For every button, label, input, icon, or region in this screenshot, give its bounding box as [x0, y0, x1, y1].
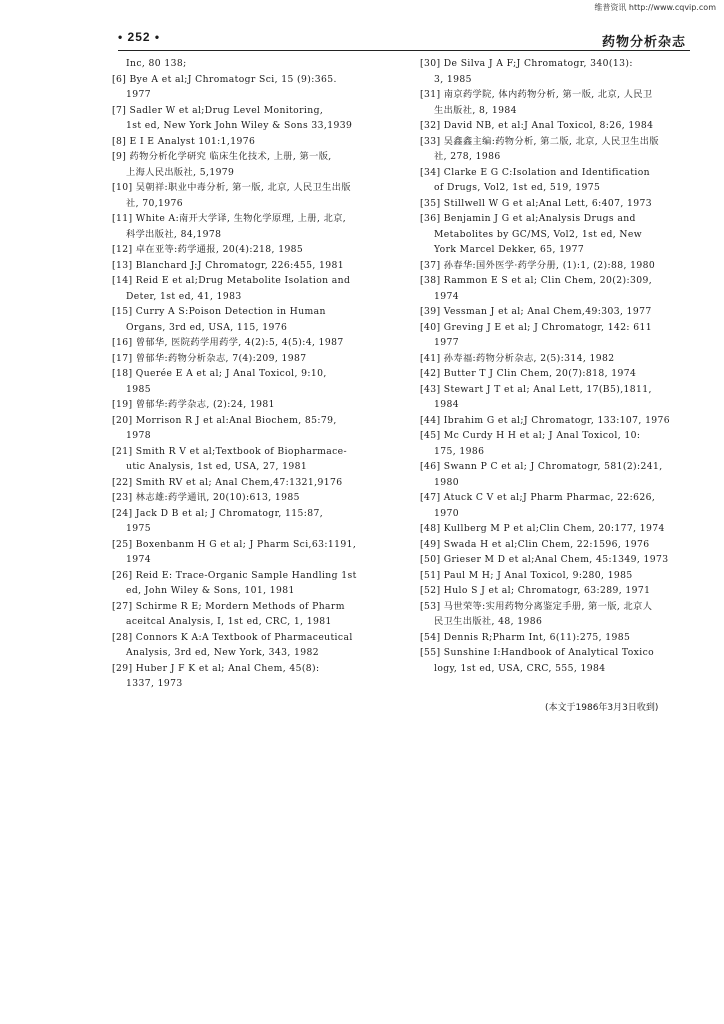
page-number: • 252 •: [118, 30, 161, 44]
reference-line: [17] 曾郁华:药物分析杂志, 7(4):209, 1987: [112, 352, 307, 364]
reference-entry: [112, 630, 402, 661]
reference-entry: [112, 413, 402, 444]
reference-entry: [112, 304, 402, 335]
reference-line: 1977: [434, 337, 459, 348]
reference-entry: [420, 165, 702, 196]
reference-entry: [112, 258, 402, 274]
reference-entry: [420, 645, 702, 676]
reference-entry: [112, 568, 402, 599]
reference-line: [54] Dennis R;Pharm Int, 6(11):275, 1985: [420, 631, 631, 643]
reference-entry: [112, 397, 402, 413]
reference-line: [36] Benjamin J G et al;Analysis Drugs and: [420, 213, 636, 224]
reference-entry: [112, 103, 402, 134]
reference-line: [28] Connors K A:A Textbook of Pharmaceutical: [112, 631, 353, 643]
reference-entry: [420, 413, 702, 429]
reference-line: [33] 吴鑫鑫主编:药物分析, 第二版, 北京, 人民卫生出版: [420, 135, 659, 147]
reference-entry: [420, 428, 702, 459]
reference-entry: [112, 134, 402, 150]
reference-line: [37] 孙春华:国外医学·药学分册, (1):1, (2):88, 1980: [420, 259, 656, 271]
reference-entry: [420, 490, 702, 521]
reference-entry: [112, 506, 402, 537]
reference-line: York Marcel Dekker, 65, 1977: [434, 244, 585, 255]
reference-line: [26] Reid E: Trace-Organic Sample Handling 1st: [112, 569, 357, 581]
reference-entry: [112, 366, 402, 397]
reference-line: 3, 1985: [434, 73, 472, 85]
reference-entry: [420, 273, 702, 304]
reference-entry: [112, 475, 402, 491]
reference-line: 社, 70,1976: [126, 197, 184, 209]
reference-line: 1337, 1973: [126, 678, 183, 689]
reference-line: [51] Paul M H; J Anal Toxicol, 9:280, 1985: [420, 569, 633, 581]
reference-line: [41] 孙寿福:药物分析杂志, 2(5):314, 1982: [420, 352, 615, 364]
reference-line: 1970: [434, 507, 459, 519]
reference-line: [12] 卓在亚等:药学通报, 20(4):218, 1985: [112, 244, 304, 255]
reference-line: [31] 南京药学院, 体内药物分析, 第一版, 北京, 人民卫: [420, 89, 653, 100]
reference-line: 1974: [434, 290, 459, 302]
watermark: 维普资讯 http://www.cqvip.com: [594, 3, 716, 12]
reference-line: Metabolites by GC/MS, Vol2, 1st ed, New: [434, 228, 642, 240]
reference-line: [19] 曾郁华:药学杂志, (2):24, 1981: [112, 399, 275, 410]
reference-line: [22] Smith RV et al; Anal Chem,47:1321,9176: [112, 476, 343, 488]
reference-line: 上海人民出版社, 5,1979: [126, 166, 235, 178]
reference-line: [34] Clarke E G C:Isolation and Identification: [420, 166, 650, 178]
reference-line: [42] Butter T J Clin Chem, 20(7):818, 1974: [420, 368, 637, 379]
reference-entry: [112, 537, 402, 568]
reference-line: Inc, 80 138;: [126, 58, 187, 69]
reference-line: 社, 278, 1986: [434, 151, 501, 162]
reference-line: 175, 1986: [434, 445, 485, 457]
reference-line: [14] Reid E et al;Drug Metabolite Isolation and: [112, 275, 351, 286]
reference-entry: [420, 537, 702, 553]
reference-line: [6] Bye A et al;J Chromatogr Sci, 15 (9):365.: [112, 73, 337, 85]
reference-line: [9] 药物分析化学研究 临床生化技术, 上册, 第一版,: [112, 151, 332, 162]
reference-line: [15] Curry A S:Poison Detection in Human: [112, 306, 326, 317]
reference-column-left: [112, 56, 402, 692]
journal-title: 药物分析杂志: [601, 35, 686, 50]
reference-line: [47] Atuck C V et al;J Pharm Pharmac, 22:626,: [420, 492, 656, 503]
reference-line: ed, John Wiley & Sons, 101, 1981: [126, 585, 295, 596]
reference-line: [13] Blanchard J:J Chromatogr, 226:455, 1981: [112, 259, 344, 271]
reference-entry: [112, 72, 402, 103]
reference-entry: [420, 568, 702, 584]
reference-line: [46] Swann P C et al; J Chromatogr, 581(2):241,: [420, 461, 663, 472]
reference-line: aceitcal Analysis, I, 1st ed, CRC, 1, 1981: [126, 616, 332, 627]
reference-line: [55] Sunshine I:Handbook of Analytical Toxico: [420, 647, 655, 658]
reference-entry: [112, 351, 402, 367]
reference-line: Analysis, 3rd ed, New York, 343, 1982: [126, 647, 319, 658]
reference-line: [45] Mc Curdy H H et al; J Anal Toxicol, 10:: [420, 430, 641, 441]
reference-entry: [420, 459, 702, 490]
reference-line: [32] David NB, et al:J Anal Toxicol, 8:26, 1984: [420, 120, 654, 131]
reference-entry: [112, 149, 402, 180]
reference-entry: [420, 258, 702, 274]
reference-line: 1977: [126, 89, 151, 100]
reference-entry: [420, 583, 702, 599]
reference-line: of Drugs, Vol2, 1st ed, 519, 1975: [434, 182, 601, 193]
reference-line: [44] Ibrahim G et al;J Chromatogr, 133:107, 1976: [420, 414, 671, 426]
reference-entry: [112, 273, 402, 304]
reference-line: [27] Schirme R E; Mordern Methods of Pharm: [112, 600, 345, 612]
reference-line: Deter, 1st ed, 41, 1983: [126, 290, 242, 302]
reference-entry: [112, 444, 402, 475]
reference-entry: [420, 196, 702, 212]
reference-entry: [112, 242, 402, 258]
reference-line: [23] 林志雄:药学通讯, 20(10):613, 1985: [112, 492, 300, 503]
reference-entry: [112, 211, 402, 242]
reference-line: 生出版社, 8, 1984: [434, 104, 517, 116]
reference-entry: [420, 211, 702, 258]
reference-entry: [420, 304, 702, 320]
reference-line: [8] E I E Analyst 101:1,1976: [112, 135, 256, 147]
reference-line: 1984: [434, 399, 459, 410]
reference-line: [7] Sadler W et al;Drug Level Monitoring,: [112, 104, 324, 116]
reference-line: utic Analysis, 1st ed, USA, 27, 1981: [126, 461, 308, 472]
reference-entry: [420, 351, 702, 367]
reference-line: 1978: [126, 430, 151, 441]
reference-line: [48] Kullberg M P et al;Clin Chem, 20:177, 1974: [420, 523, 665, 534]
reference-line: [49] Swada H et al;Clin Chem, 22:1596, 1976: [420, 538, 650, 550]
reference-line: 1st ed, New York John Wiley & Sons 33,1939: [126, 120, 353, 131]
reference-entry: [420, 552, 702, 568]
reference-line: [16] 曾郁华, 医院药学用药学, 4(2):5, 4(5):4, 1987: [112, 337, 344, 348]
reference-line: [11] White A:南开大学译, 生物化学原理, 上册, 北京,: [112, 213, 347, 224]
reference-line: 1975: [126, 523, 151, 534]
reference-entry: [420, 118, 702, 134]
reference-entry: [420, 87, 702, 118]
received-date-note: (本文于1986年3月3日收到): [545, 703, 659, 713]
reference-entry: [112, 599, 402, 630]
reference-entry: [420, 630, 702, 646]
header-rule: [118, 50, 690, 51]
reference-line: [30] De Silva J A F;J Chromatogr, 340(13):: [420, 58, 633, 69]
reference-line: [43] Stewart J T et al; Anal Lett, 17(B5),1811,: [420, 383, 652, 395]
reference-line: logy, 1st ed, USA, CRC, 555, 1984: [434, 662, 606, 674]
reference-entry: [112, 661, 402, 692]
reference-entry: [420, 56, 702, 87]
reference-line: 民卫生出版社, 48, 1986: [434, 616, 543, 627]
reference-entry: [420, 382, 702, 413]
reference-entry: [420, 134, 702, 165]
reference-entry: [112, 56, 402, 72]
reference-line: [29] Huber J F K et al; Anal Chem, 45(8):: [112, 662, 320, 674]
reference-entry: [112, 335, 402, 351]
reference-line: [50] Grieser M D et al;Anal Chem, 45:1349, 1973: [420, 554, 669, 565]
reference-line: 1985: [126, 383, 151, 395]
reference-line: [24] Jack D B et al; J Chromatogr, 115:87,: [112, 507, 324, 519]
reference-line: [53] 马世荣等:实用药物分离鉴定手册, 第一版, 北京人: [420, 600, 653, 612]
reference-line: [38] Rammon E S et al; Clin Chem, 20(2):309,: [420, 275, 653, 286]
reference-entry: [112, 490, 402, 506]
reference-entry: [420, 320, 702, 351]
reference-line: [21] Smith R V et al;Textbook of Biopharmace-: [112, 445, 347, 457]
reference-line: [52] Hulo S J et al; Chromatogr, 63:289, 1971: [420, 585, 651, 596]
reference-line: [40] Greving J E et al; J Chromatogr, 142: 611: [420, 321, 652, 333]
reference-line: [39] Vessman J et al; Anal Chem,49:303, 1977: [420, 306, 652, 317]
reference-line: Organs, 3rd ed, USA, 115, 1976: [126, 321, 288, 333]
reference-line: [20] Morrison R J et al:Anal Biochem, 85:79,: [112, 414, 337, 426]
reference-line: 科学出版社, 84,1978: [126, 228, 222, 240]
reference-line: 1974: [126, 554, 151, 565]
reference-column-right: [420, 56, 702, 676]
reference-entry: [420, 366, 702, 382]
reference-line: [25] Boxenbanm H G et al; J Pharm Sci,63:1191,: [112, 538, 357, 550]
reference-entry: [112, 180, 402, 211]
reference-line: [35] Stillwell W G et al;Anal Lett, 6:407, 1973: [420, 197, 653, 209]
reference-line: 1980: [434, 476, 459, 488]
reference-line: [18] Querée E A et al; J Anal Toxicol, 9:10,: [112, 368, 327, 379]
reference-entry: [420, 599, 702, 630]
reference-entry: [420, 521, 702, 537]
reference-line: [10] 吴朝祥:职业中毒分析, 第一版, 北京, 人民卫生出版: [112, 182, 351, 193]
